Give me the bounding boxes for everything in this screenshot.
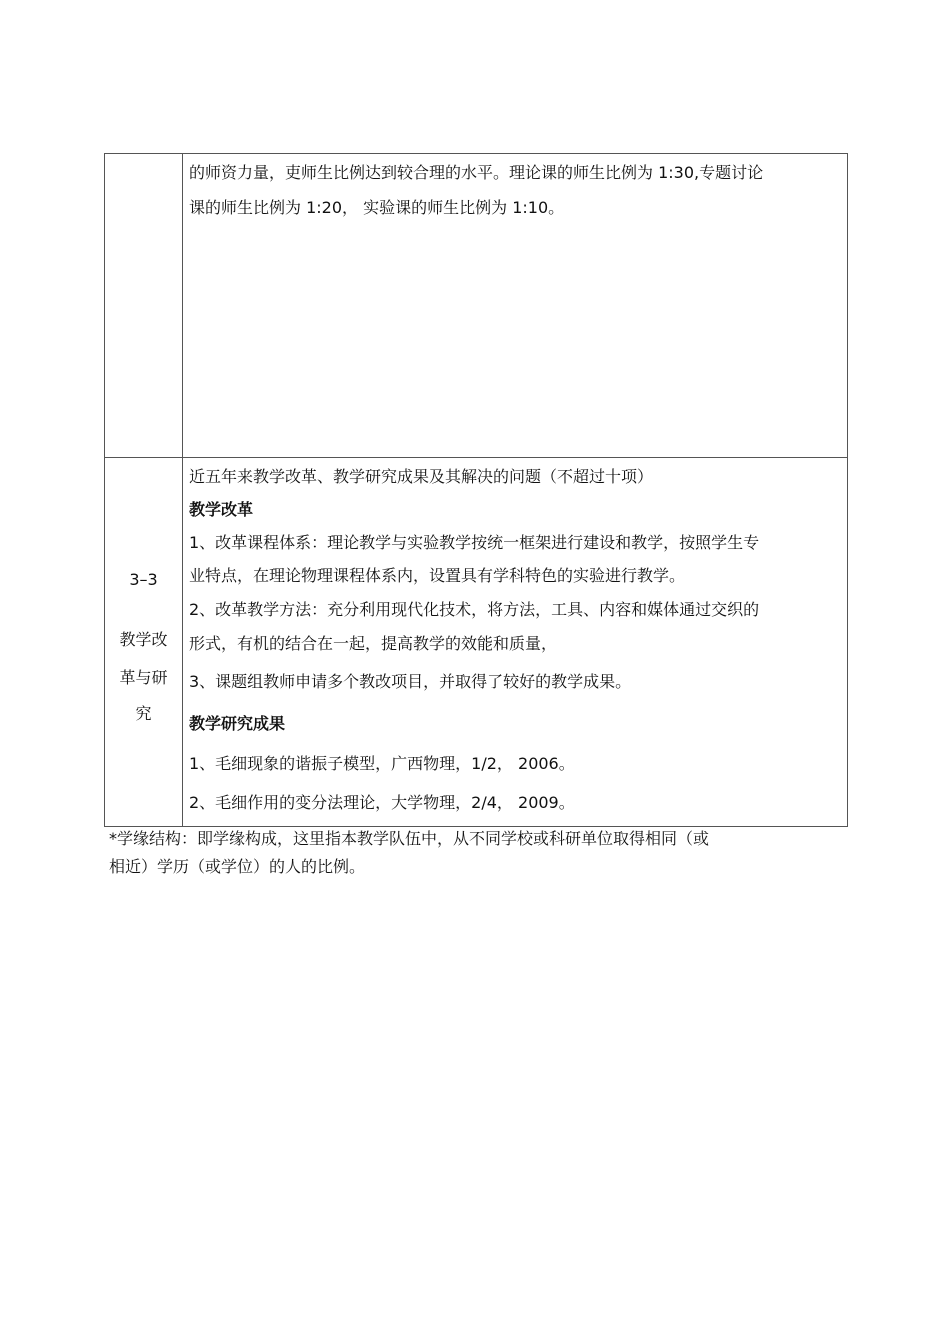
row-label-cell-3-3 [105, 458, 183, 827]
document-table [104, 153, 848, 827]
section-number: 3–3 [129, 570, 158, 589]
reform-line-4: 形式，有机的结合在一起，提高教学的效能和质量， [189, 634, 558, 653]
reform-line-3: 2、改革教学方法：充分利用现代化技术，将方法，工具、内容和媒体通过交织的 [189, 600, 760, 619]
section-title-line-2: 革与研 [119, 668, 168, 687]
research-item-1: 1、毛细现象的谐振子模型，广西物理，1/2， 2006。 [189, 754, 575, 773]
reform-line-2: 业特点，在理论物理课程体系内，设置具有学科特色的实验进行教学。 [189, 566, 686, 585]
research-title: 教学研究成果 [189, 714, 286, 733]
research-item-2: 2、毛细作用的变分法理论，大学物理，2/4， 2009。 [189, 793, 575, 812]
content-cell-3-3 [183, 458, 848, 827]
footnote-line-1: *学缘结构：即学缘构成，这里指本教学队伍中，从不同学校或科研单位取得相同（或 [109, 829, 710, 848]
reform-line-5: 3、课题组教师申请多个教改项目，并取得了较好的教学成果。 [189, 672, 632, 691]
content-cell-continued [183, 154, 848, 458]
row-label-cell-empty [105, 154, 183, 458]
table-row [105, 154, 848, 458]
section-heading: 近五年来教学改革、教学研究成果及其解决的问题（不超过十项） [189, 467, 654, 486]
section-title-line-1: 教学改 [119, 630, 168, 649]
continued-text-line-1: 的师资力量，吏师生比例达到较合理的水平。理论课的师生比例为 1:30,专题讨论 [189, 163, 764, 182]
reform-title: 教学改革 [189, 500, 254, 519]
footnote-line-2: 相近）学历（或学位）的人的比例。 [109, 857, 366, 876]
table-row [105, 458, 848, 827]
continued-text-line-2: 课的师生比例为 1:20， 实验课的师生比例为 1:10。 [189, 198, 565, 217]
reform-line-1: 1、改革课程体系：理论教学与实验教学按统一框架进行建设和教学，按照学生专 [189, 533, 760, 552]
section-title-line-3: 究 [135, 704, 152, 723]
